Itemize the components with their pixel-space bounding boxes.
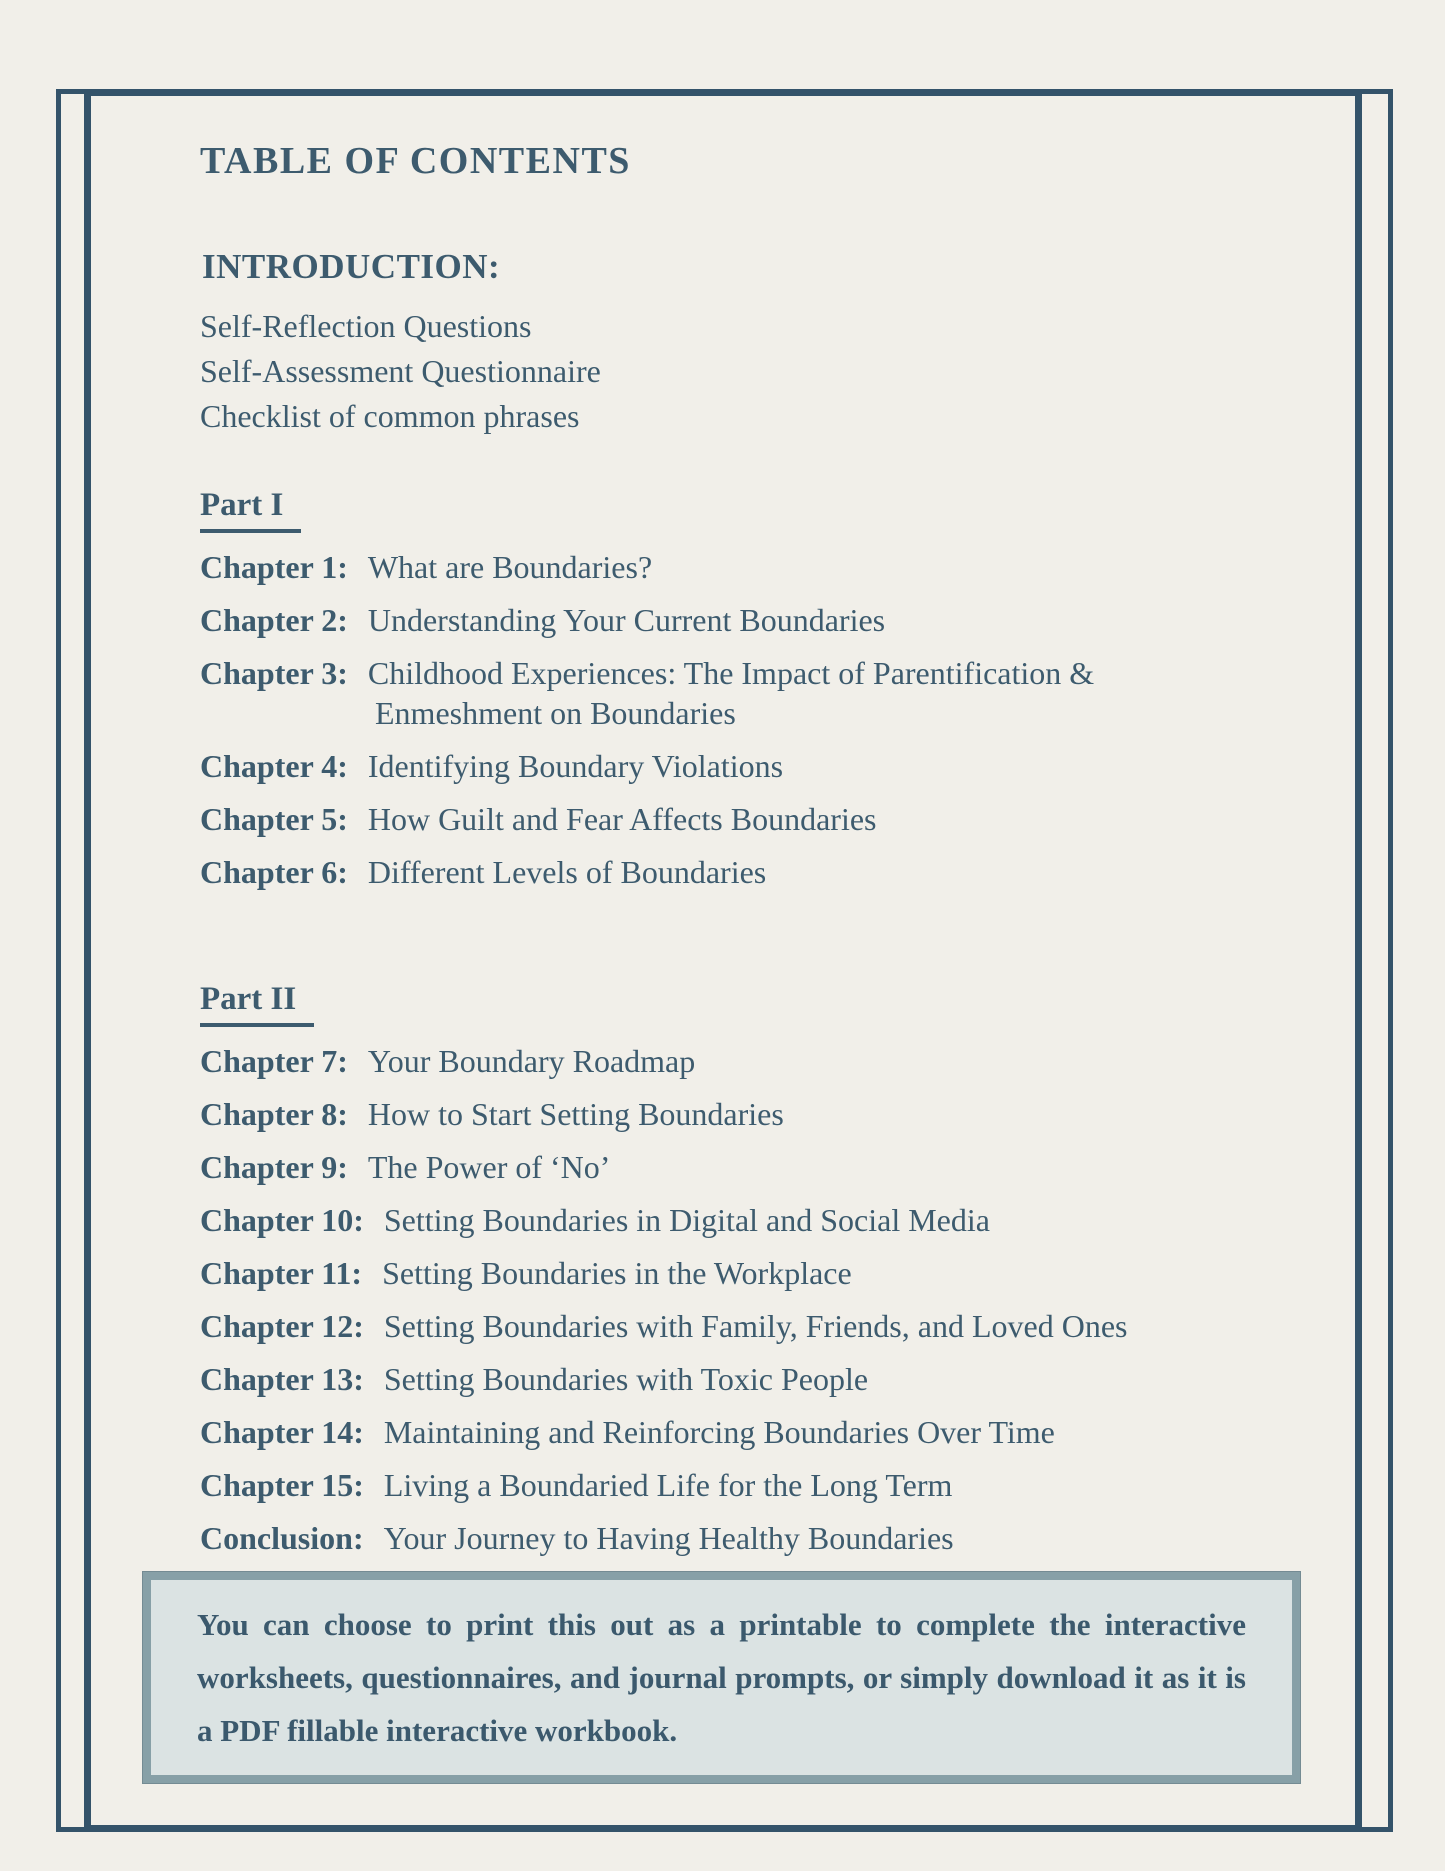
part1-heading: Part I	[200, 485, 301, 533]
chapter-title: Setting Boundaries in Digital and Social Media	[383, 1202, 990, 1238]
chapter-label: Chapter 10:	[200, 1202, 364, 1238]
toc-entry-chapter-6	[200, 852, 1340, 892]
chapter-label: Chapter 14:	[200, 1414, 364, 1450]
note-text: You can choose to print this out as a printable to complete the interactive worksheets, questionnaires, and journal prompts, or simply download it as it is a PDF fillable interactive workbook.	[197, 1607, 1246, 1748]
toc-entry-conclusion	[200, 1518, 1340, 1558]
part2-chapters	[200, 1041, 1340, 1558]
chapter-label: Chapter 2:	[200, 602, 348, 638]
chapter-label: Chapter 4:	[200, 748, 348, 784]
chapter-title: Your Journey to Having Healthy Boundaries	[383, 1520, 954, 1556]
chapter-label: Chapter 6:	[200, 854, 348, 890]
toc-entry-chapter-2	[200, 600, 1340, 640]
intro-item: Self-Assessment Questionnaire	[200, 353, 601, 389]
toc-entry-chapter-13	[200, 1359, 1340, 1399]
chapter-title: Childhood Experiences: The Impact of Parentification &	[367, 655, 1095, 691]
part2-heading: Part II	[200, 979, 314, 1027]
chapter-title: Maintaining and Reinforcing Boundaries Over Time	[383, 1414, 1055, 1450]
intro-item: Checklist of common phrases	[200, 398, 580, 434]
intro-item: Self-Reflection Questions	[200, 308, 532, 344]
chapter-title: Different Levels of Boundaries	[367, 854, 767, 890]
chapter-title: Living a Boundaried Life for the Long Term	[383, 1467, 953, 1503]
chapter-label: Chapter 1:	[200, 549, 348, 585]
chapter-title: Setting Boundaries with Family, Friends, and Loved Ones	[383, 1308, 1128, 1344]
page-title: TABLE OF CONTENTS	[200, 140, 631, 182]
chapter-label: Chapter 11:	[200, 1255, 363, 1291]
chapter-title: Your Boundary Roadmap	[367, 1043, 696, 1079]
toc-entry-chapter-7	[200, 1041, 1340, 1081]
toc-entry-chapter-3	[200, 653, 1340, 733]
chapter-title: How to Start Setting Boundaries	[367, 1096, 784, 1132]
chapter-label: Chapter 7:	[200, 1043, 348, 1079]
chapter-title: How Guilt and Fear Affects Boundaries	[367, 801, 877, 837]
intro-list	[200, 304, 1340, 439]
chapter-label: Chapter 15:	[200, 1467, 364, 1503]
chapter-title: The Power of ‘No’	[367, 1149, 611, 1185]
chapter-label: Chapter 5:	[200, 801, 348, 837]
chapter-label: Chapter 3:	[200, 655, 348, 691]
toc-entry-chapter-4	[200, 746, 1340, 786]
toc-content	[200, 138, 1340, 1571]
toc-entry-chapter-9	[200, 1147, 1340, 1187]
toc-entry-chapter-8	[200, 1094, 1340, 1134]
note-box	[143, 1572, 1300, 1783]
toc-entry-chapter-15	[200, 1465, 1340, 1505]
chapter-label: Chapter 8:	[200, 1096, 348, 1132]
chapter-label: Conclusion:	[200, 1520, 364, 1556]
chapter-label: Chapter 12:	[200, 1308, 364, 1344]
intro-heading: INTRODUCTION:	[202, 247, 501, 286]
chapter-title-line2: Enmeshment on Boundaries	[375, 695, 736, 731]
toc-entry-chapter-14	[200, 1412, 1340, 1452]
chapter-label: Chapter 9:	[200, 1149, 348, 1185]
chapter-title: Identifying Boundary Violations	[367, 748, 784, 784]
chapter-title: Setting Boundaries with Toxic People	[383, 1361, 869, 1397]
chapter-title: Understanding Your Current Boundaries	[367, 602, 886, 638]
chapter-title: Setting Boundaries in the Workplace	[382, 1255, 852, 1291]
toc-entry-chapter-11	[200, 1253, 1340, 1293]
toc-entry-chapter-5	[200, 799, 1340, 839]
toc-entry-chapter-10	[200, 1200, 1340, 1240]
chapter-label: Chapter 13:	[200, 1361, 364, 1397]
toc-entry-chapter-1	[200, 547, 1340, 587]
part1-chapters	[200, 547, 1340, 892]
toc-entry-chapter-12	[200, 1306, 1340, 1346]
chapter-title: What are Boundaries?	[367, 549, 653, 585]
